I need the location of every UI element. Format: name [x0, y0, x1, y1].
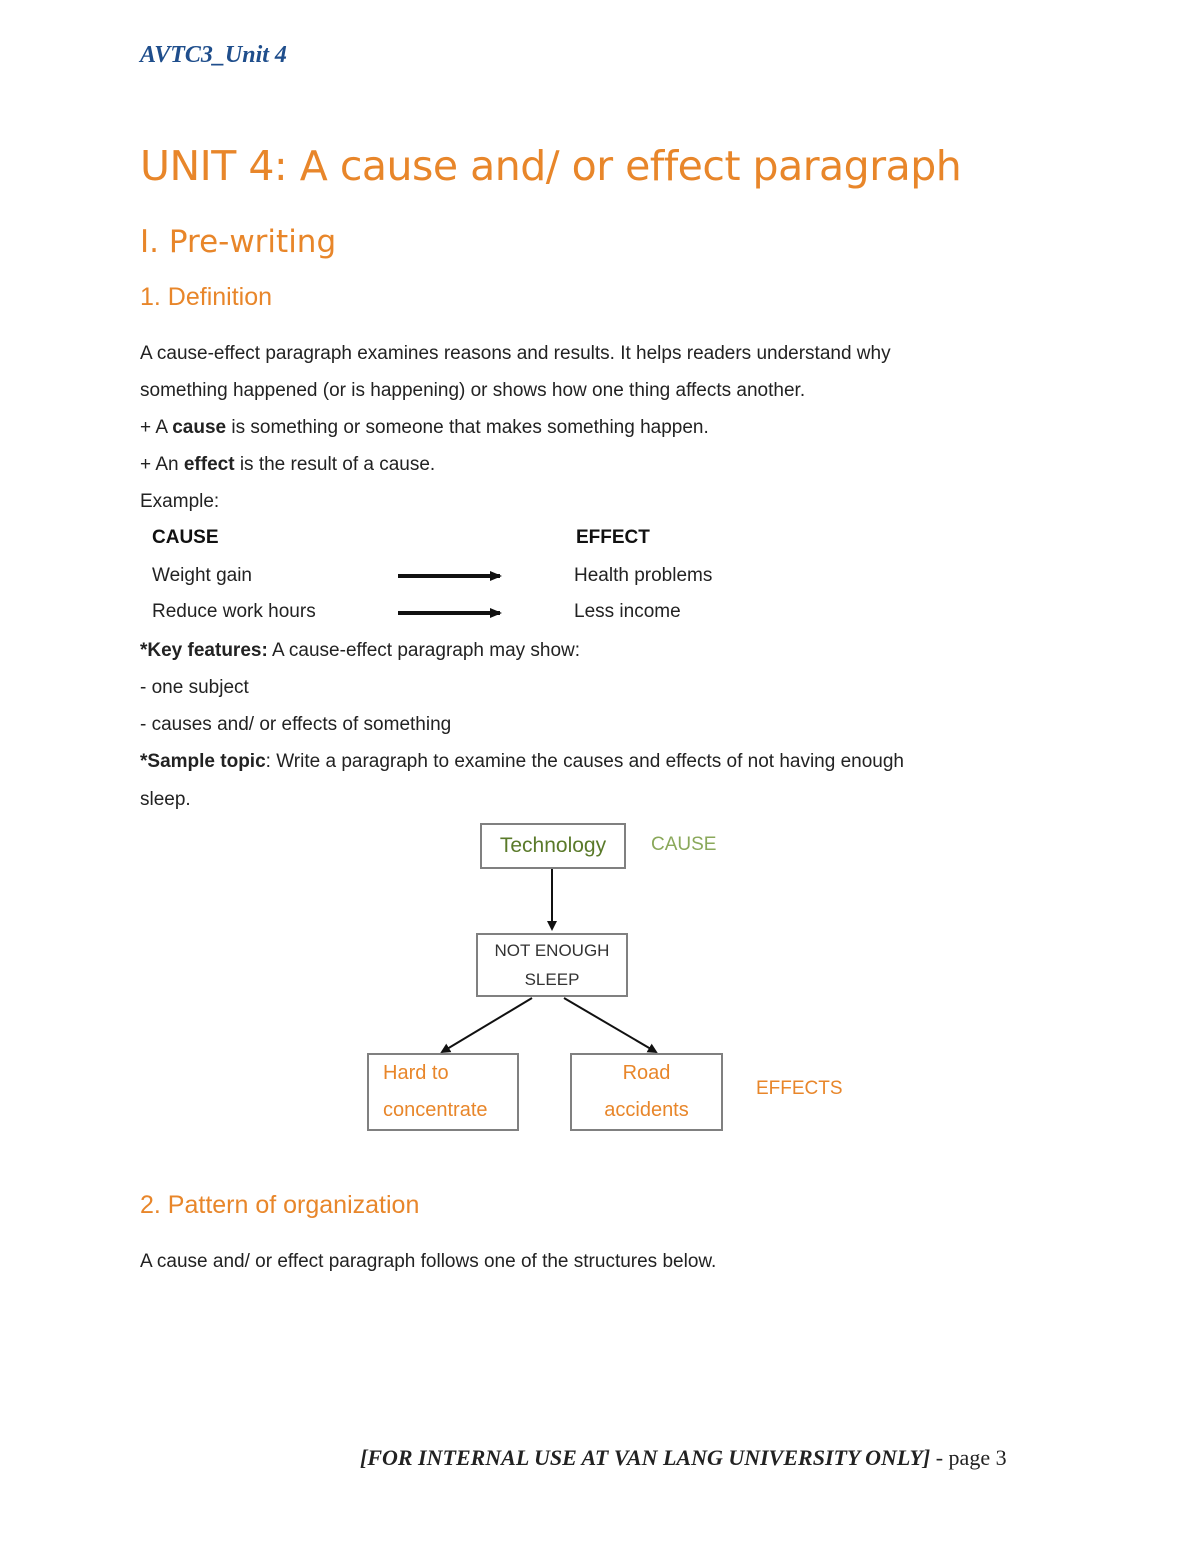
cause-box: [480, 823, 626, 869]
table-row-2-effect: Less income: [574, 601, 681, 622]
sample-topic-continued: sleep.: [140, 789, 191, 810]
effect-box-2-line-2: accidents: [604, 1099, 689, 1121]
effect-rest: is the result of a cause.: [234, 454, 436, 475]
unit-title: UNIT 4: A cause and/ or effect paragraph: [140, 142, 962, 190]
table-row-2-cause: Reduce work hours: [152, 601, 316, 622]
effect-box-2: [570, 1053, 723, 1131]
effect-term: effect: [183, 454, 235, 475]
middle-to-effect1-arrow: [442, 998, 532, 1052]
effect-box-1-line-2: concentrate: [383, 1099, 488, 1121]
pattern-heading: 2. Pattern of organization: [140, 1191, 420, 1219]
definition-heading: 1. Definition: [140, 283, 273, 311]
cause-column-header: CAUSE: [152, 527, 219, 548]
sample-topic-text: : Write a paragraph to examine the causes and effects of not having enough: [265, 751, 904, 772]
example-label: Example:: [140, 491, 220, 512]
effect-box-1-line-1: Hard to: [383, 1062, 449, 1084]
definition-line-1: A cause-effect paragraph examines reasons and results. It helps readers understand why: [140, 343, 891, 364]
cause-box-text: Technology: [499, 834, 607, 857]
pattern-text: A cause and/ or effect paragraph follows one of the structures below.: [140, 1251, 717, 1272]
page-footer: [360, 1445, 1007, 1471]
footer-notice: [FOR INTERNAL USE AT VAN LANG UNIVERSITY ONLY]: [360, 1445, 931, 1470]
table-row-1-effect: Health problems: [574, 565, 713, 586]
cause-prefix: + A: [140, 417, 173, 438]
effect-box-2-line-1: Road: [622, 1062, 671, 1084]
table-row-1-cause: Weight gain: [152, 565, 252, 586]
key-feature-item-2: - causes and/ or effects of something: [140, 714, 452, 735]
cause-term: cause: [172, 417, 227, 438]
middle-box-line-2: SLEEP: [524, 970, 580, 989]
cause-rest: is something or someone that makes something happen.: [226, 417, 709, 438]
middle-to-effect2-arrow: [564, 998, 656, 1052]
middle-box: [476, 933, 628, 997]
definition-line-2: something happened (or is happening) or shows how one thing affects another.: [140, 380, 806, 401]
middle-box-line-1: NOT ENOUGH: [494, 941, 610, 960]
sample-topic-label: *Sample topic: [140, 751, 266, 772]
effect-prefix: + An: [140, 454, 184, 475]
cause-label: CAUSE: [651, 834, 717, 855]
effect-column-header: EFFECT: [576, 527, 650, 548]
key-features-text: A cause-effect paragraph may show:: [267, 640, 581, 661]
running-header: AVTC3_Unit 4: [140, 42, 287, 68]
section-heading-prewriting: I. Pre-writing: [140, 224, 337, 260]
key-features-label: *Key features:: [140, 640, 268, 661]
key-feature-item-1: - one subject: [140, 677, 249, 698]
effects-label: EFFECTS: [756, 1078, 843, 1099]
effect-box-1: [367, 1053, 519, 1131]
footer-page-number: - page 3: [930, 1445, 1007, 1470]
